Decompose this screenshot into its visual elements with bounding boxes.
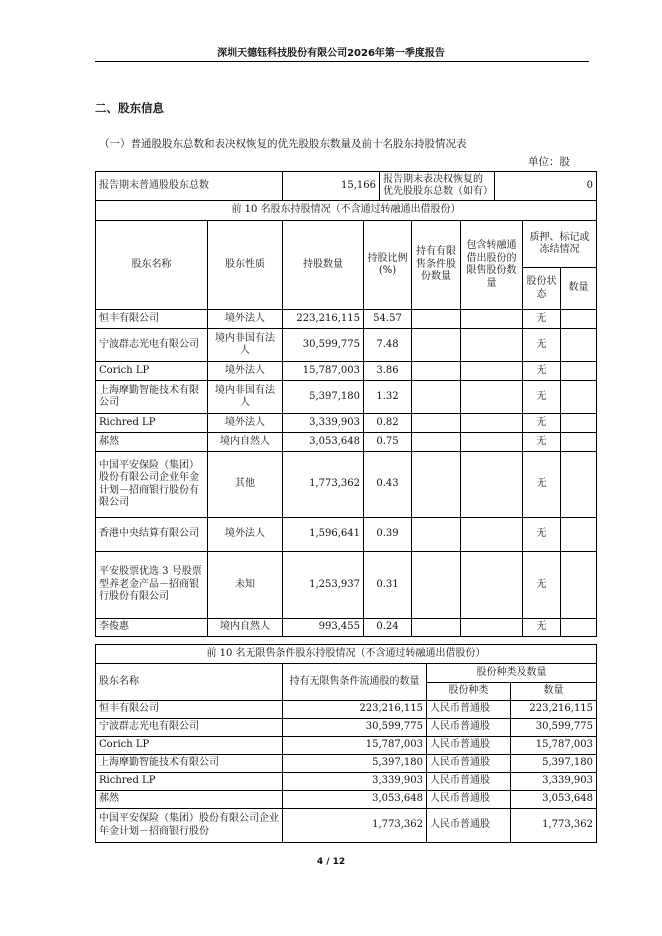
holder-shares: 1,773,362: [283, 452, 364, 518]
holder-lending: [461, 362, 523, 381]
holder-name: Richred LP: [96, 773, 283, 791]
holder-unrestricted-shares: 5,397,180: [283, 755, 427, 773]
holder-lending: [461, 552, 523, 619]
holder-nature: 其他: [208, 452, 283, 518]
holder-lending: [461, 452, 523, 518]
subsection-title: （一）普通股股东总数和表决权恢复的优先股股东数量及前十名股东持股情况表: [99, 138, 467, 150]
table-row: [96, 310, 597, 329]
table-row: [96, 414, 597, 433]
holder-ratio: 0.31: [364, 552, 412, 619]
col-header-pledge-status: 股份状态: [523, 268, 561, 310]
table-row: [96, 362, 597, 381]
share-kind: 人民币普通股: [427, 701, 511, 719]
holder-pledge-qty: [561, 381, 597, 414]
col-header-kind: 股份种类: [427, 683, 511, 701]
holder-pledge-qty: [561, 552, 597, 619]
holder-pledge-status: 无: [523, 414, 561, 433]
col-header-kind-group: 股份种类及数量: [427, 664, 597, 683]
holder-nature: 境内非国有法人: [208, 329, 283, 362]
table-row: [96, 737, 597, 755]
holder-ratio: 1.32: [364, 381, 412, 414]
holder-ratio: 54.57: [364, 310, 412, 329]
top10-unrestricted-table: [95, 644, 597, 843]
holder-name: 中国平安保险（集团）股份有限公司企业年金计划－招商银行股份有限公司: [96, 452, 208, 518]
holder-pledge-qty: [561, 452, 597, 518]
col-header-name: 股东名称: [96, 664, 283, 701]
share-qty: 1,773,362: [511, 809, 597, 843]
top10-shareholders-table: [95, 200, 597, 637]
table-row: [96, 452, 597, 518]
holder-name: 李俊惠: [96, 619, 208, 637]
holder-restricted: [412, 329, 461, 362]
holder-pledge-status: 无: [523, 310, 561, 329]
pref-holders-value: 0: [495, 172, 597, 201]
holder-ratio: 0.24: [364, 619, 412, 637]
holder-lending: [461, 619, 523, 637]
holder-pledge-status: 无: [523, 381, 561, 414]
table-row: [96, 719, 597, 737]
holder-unrestricted-shares: 15,787,003: [283, 737, 427, 755]
holder-pledge-qty: [561, 414, 597, 433]
holder-unrestricted-shares: 3,053,648: [283, 791, 427, 809]
holder-pledge-qty: [561, 433, 597, 452]
share-qty: 30,599,775: [511, 719, 597, 737]
holder-name: 郝然: [96, 433, 208, 452]
holder-pledge-status: 无: [523, 362, 561, 381]
table-row: [96, 809, 597, 843]
holder-restricted: [412, 310, 461, 329]
holder-pledge-qty: [561, 362, 597, 381]
page-number: 4 / 12: [316, 857, 346, 867]
holder-name: 平安股票优选 3 号股票型养老金产品－招商银行股份有限公司: [96, 552, 208, 619]
col-header-ratio: 持股比例(%): [364, 221, 412, 310]
holder-name: 上海摩勤智能技术有限公司: [96, 755, 283, 773]
holder-unrestricted-shares: 3,339,903: [283, 773, 427, 791]
holder-lending: [461, 381, 523, 414]
common-holders-label: 报告期末普通股股东总数: [96, 172, 283, 201]
holder-shares: 3,339,903: [283, 414, 364, 433]
holder-shares: 30,599,775: [283, 329, 364, 362]
table-row: [96, 701, 597, 719]
holder-nature: 境内自然人: [208, 433, 283, 452]
holder-pledge-qty: [561, 329, 597, 362]
share-qty: 223,216,115: [511, 701, 597, 719]
holder-name: 宁波群志光电有限公司: [96, 719, 283, 737]
holder-restricted: [412, 381, 461, 414]
holder-ratio: 0.43: [364, 452, 412, 518]
table-row: [96, 381, 597, 414]
summary-row: [96, 172, 597, 201]
holder-pledge-qty: [561, 310, 597, 329]
holder-shares: 223,216,115: [283, 310, 364, 329]
holder-pledge-status: 无: [523, 518, 561, 552]
header-divider: [95, 61, 589, 62]
holder-unrestricted-shares: 1,773,362: [283, 809, 427, 843]
col-header-lending: 包含转融通借出股份的限售股份数量: [461, 221, 523, 310]
share-kind: 人民币普通股: [427, 755, 511, 773]
holder-restricted: [412, 452, 461, 518]
common-holders-value: 15,166: [283, 172, 380, 201]
holder-name: 香港中央结算有限公司: [96, 518, 208, 552]
table-row: [96, 773, 597, 791]
holder-shares: 1,596,641: [283, 518, 364, 552]
holder-pledge-status: 无: [523, 329, 561, 362]
holder-shares: 1,253,937: [283, 552, 364, 619]
holder-nature: 境内自然人: [208, 619, 283, 637]
holder-shares: 3,053,648: [283, 433, 364, 452]
holder-lending: [461, 310, 523, 329]
table-row: [96, 518, 597, 552]
section-title: 二、股东信息: [95, 101, 164, 115]
holder-shares: 993,455: [283, 619, 364, 637]
col-header-pledge-qty: 数量: [561, 268, 597, 310]
holder-name: Corich LP: [96, 362, 208, 381]
share-kind: 人民币普通股: [427, 809, 511, 843]
holder-name: 郝然: [96, 791, 283, 809]
top10-caption: 前 10 名股东持股情况（不含通过转融通出借股份）: [96, 201, 597, 221]
holder-shares: 5,397,180: [283, 381, 364, 414]
holder-name: 恒丰有限公司: [96, 310, 208, 329]
holder-name: Corich LP: [96, 737, 283, 755]
holder-ratio: 3.86: [364, 362, 412, 381]
holder-unrestricted-shares: 30,599,775: [283, 719, 427, 737]
holder-ratio: 0.82: [364, 414, 412, 433]
holder-name: Richred LP: [96, 414, 208, 433]
holder-pledge-qty: [561, 518, 597, 552]
col-header-unrestricted-shares: 持有无限售条件流通股的数量: [283, 664, 427, 701]
share-kind: 人民币普通股: [427, 719, 511, 737]
holder-restricted: [412, 433, 461, 452]
holder-restricted: [412, 518, 461, 552]
col-header-name: 股东名称: [96, 221, 208, 310]
holder-name: 上海摩勤智能技术有限公司: [96, 381, 208, 414]
holder-unrestricted-shares: 223,216,115: [283, 701, 427, 719]
share-kind: 人民币普通股: [427, 737, 511, 755]
holder-nature: 境外法人: [208, 362, 283, 381]
pref-holders-label: 报告期末表决权恢复的优先股股东总数（如有）: [380, 172, 495, 201]
holder-shares: 15,787,003: [283, 362, 364, 381]
holder-nature: 境外法人: [208, 518, 283, 552]
share-qty: 5,397,180: [511, 755, 597, 773]
holder-lending: [461, 518, 523, 552]
holder-restricted: [412, 552, 461, 619]
table-row: [96, 552, 597, 619]
holder-name: 恒丰有限公司: [96, 701, 283, 719]
holder-nature: 境外法人: [208, 414, 283, 433]
share-qty: 15,787,003: [511, 737, 597, 755]
holder-lending: [461, 414, 523, 433]
table-row: [96, 329, 597, 362]
holder-pledge-status: 无: [523, 433, 561, 452]
unit-label: 单位：股: [528, 156, 570, 168]
shareholder-summary-table: [95, 171, 597, 201]
page-header: 深圳天德钰科技股份有限公司2026年第一季度报告: [217, 48, 445, 59]
holder-restricted: [412, 414, 461, 433]
holder-ratio: 0.39: [364, 518, 412, 552]
holder-ratio: 0.75: [364, 433, 412, 452]
holder-name: 宁波群志光电有限公司: [96, 329, 208, 362]
table-row: [96, 619, 597, 637]
table-row: [96, 791, 597, 809]
col-header-restricted: 持有有限售条件股份数量: [412, 221, 461, 310]
share-qty: 3,053,648: [511, 791, 597, 809]
table-row: [96, 433, 597, 452]
holder-nature: 境外法人: [208, 310, 283, 329]
holder-pledge-status: 无: [523, 552, 561, 619]
unrestricted-caption: 前 10 名无限售条件股东持股情况（不含通过转融通出借股份）: [96, 645, 597, 664]
col-header-qty: 数量: [511, 683, 597, 701]
holder-nature: 境内非国有法人: [208, 381, 283, 414]
share-kind: 人民币普通股: [427, 773, 511, 791]
holder-name: 中国平安保险（集团）股份有限公司企业年金计划－招商银行股份: [96, 809, 283, 843]
holder-lending: [461, 433, 523, 452]
holder-pledge-qty: [561, 619, 597, 637]
col-header-nature: 股东性质: [208, 221, 283, 310]
share-kind: 人民币普通股: [427, 791, 511, 809]
holder-restricted: [412, 619, 461, 637]
holder-lending: [461, 329, 523, 362]
holder-restricted: [412, 362, 461, 381]
holder-nature: 未知: [208, 552, 283, 619]
col-header-shares: 持股数量: [283, 221, 364, 310]
col-header-pledge: 质押、标记或冻结情况: [523, 221, 597, 268]
share-qty: 3,339,903: [511, 773, 597, 791]
holder-ratio: 7.48: [364, 329, 412, 362]
holder-pledge-status: 无: [523, 452, 561, 518]
table-row: [96, 755, 597, 773]
holder-pledge-status: 无: [523, 619, 561, 637]
